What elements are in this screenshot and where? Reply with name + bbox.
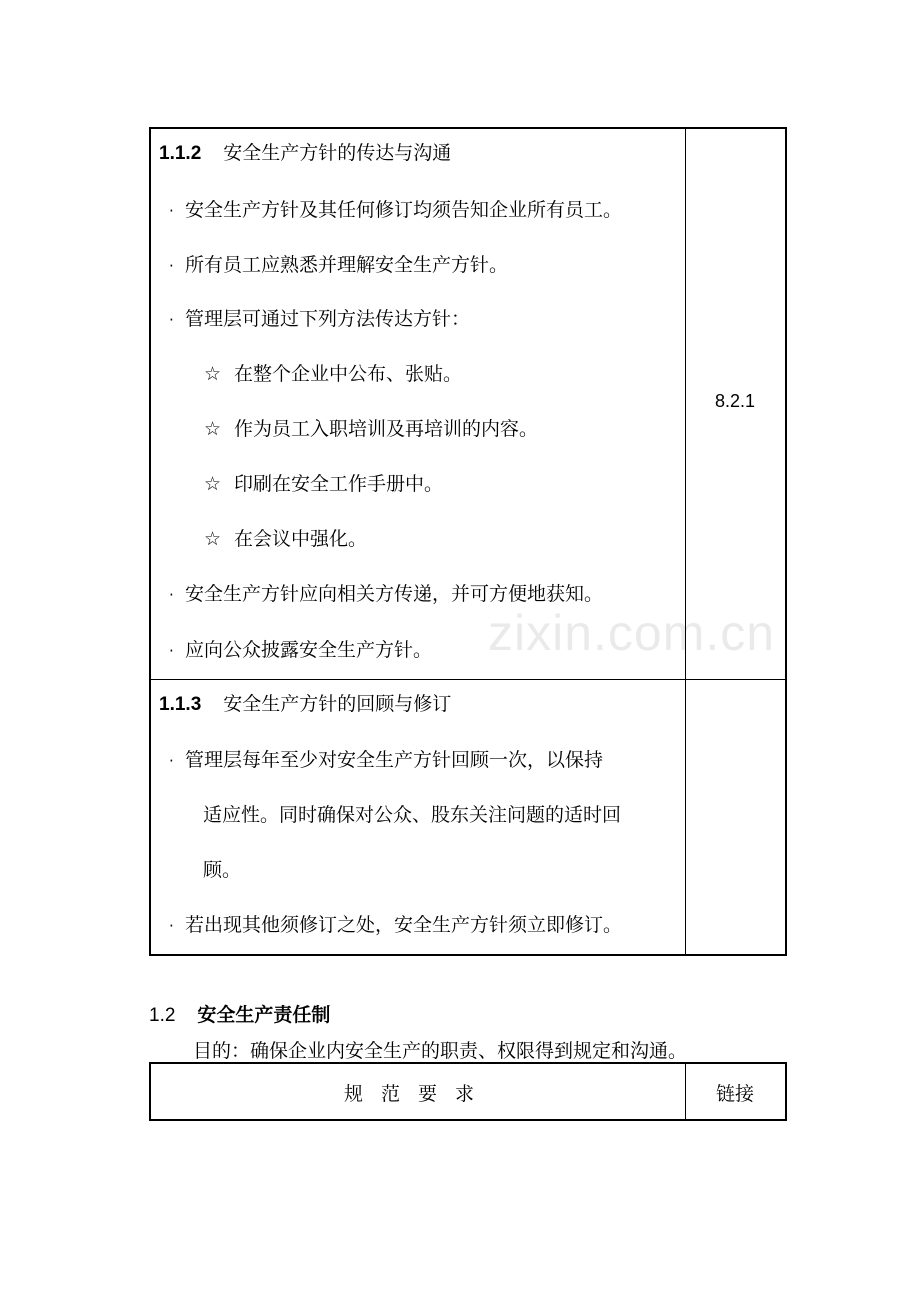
star-icon: ☆ xyxy=(204,473,222,495)
list-item xyxy=(169,253,508,278)
list-item-text: 安全生产方针及其任何修订均须告知企业所有员工。 xyxy=(185,199,623,221)
list-item xyxy=(169,307,470,332)
method-item xyxy=(204,527,367,551)
bullet-icon: · xyxy=(169,257,174,275)
section-title-1-2 xyxy=(149,1000,330,1027)
purpose-text: 目的：确保企业内安全生产的职责、权限得到规定和沟通。 xyxy=(193,1040,688,1062)
list-item xyxy=(169,748,603,773)
section-number: 1.1.2 xyxy=(159,143,202,164)
section-heading-text: 安全生产方针的传达与沟通 xyxy=(223,142,452,164)
star-icon: ☆ xyxy=(204,418,222,440)
list-item-continuation: 顾。 xyxy=(203,859,242,881)
section-heading-1-1-3 xyxy=(159,692,451,717)
list-item-text: 管理层每年至少对安全生产方针回顾一次，以保持 xyxy=(185,749,604,771)
column-divider xyxy=(685,129,686,954)
requirements-table xyxy=(149,127,787,956)
list-item xyxy=(169,198,622,223)
list-item-text: 安全生产方针应向相关方传递，并可方便地获知。 xyxy=(185,583,604,605)
bullet-icon: · xyxy=(169,311,174,329)
method-text: 作为员工入职培训及再培训的内容。 xyxy=(234,418,539,440)
header-requirements: 规范要求 xyxy=(343,1083,492,1105)
method-item xyxy=(204,362,462,386)
requirements-table-header xyxy=(149,1062,787,1121)
section-number: 1.1.3 xyxy=(159,694,202,715)
method-item xyxy=(204,417,538,441)
section-heading-text: 安全生产方针的回顾与修订 xyxy=(223,693,452,715)
watermark: zixin.com.cn xyxy=(488,605,776,661)
section-title-text: 安全生产责任制 xyxy=(197,1004,331,1026)
list-item-text: 若出现其他须修订之处，安全生产方针须立即修订。 xyxy=(185,914,623,936)
method-text: 在整个企业中公布、张贴。 xyxy=(234,363,463,385)
bullet-icon: · xyxy=(169,752,174,770)
bullet-icon: · xyxy=(169,202,174,220)
list-item xyxy=(169,638,432,663)
list-item-text: 应向公众披露安全生产方针。 xyxy=(185,639,433,661)
star-icon: ☆ xyxy=(204,528,222,550)
row-divider xyxy=(151,679,785,680)
bullet-icon: · xyxy=(169,642,174,660)
list-item xyxy=(169,913,622,938)
method-item xyxy=(204,472,443,496)
section-heading-1-1-2 xyxy=(159,141,451,166)
method-text: 在会议中强化。 xyxy=(234,528,368,550)
link-reference: 8.2.1 xyxy=(714,391,756,411)
list-item-text: 管理层可通过下列方法传达方针： xyxy=(185,308,471,330)
list-item-continuation: 适应性。同时确保对公众、股东关注问题的适时回 xyxy=(203,804,622,826)
bullet-icon: · xyxy=(169,917,174,935)
method-text: 印刷在安全工作手册中。 xyxy=(234,473,444,495)
header-link: 链接 xyxy=(715,1083,754,1105)
section-number: 1.2 xyxy=(149,1005,176,1026)
list-item-text: 所有员工应熟悉并理解安全生产方针。 xyxy=(185,254,509,276)
star-icon: ☆ xyxy=(204,363,222,385)
bullet-icon: · xyxy=(169,586,174,604)
